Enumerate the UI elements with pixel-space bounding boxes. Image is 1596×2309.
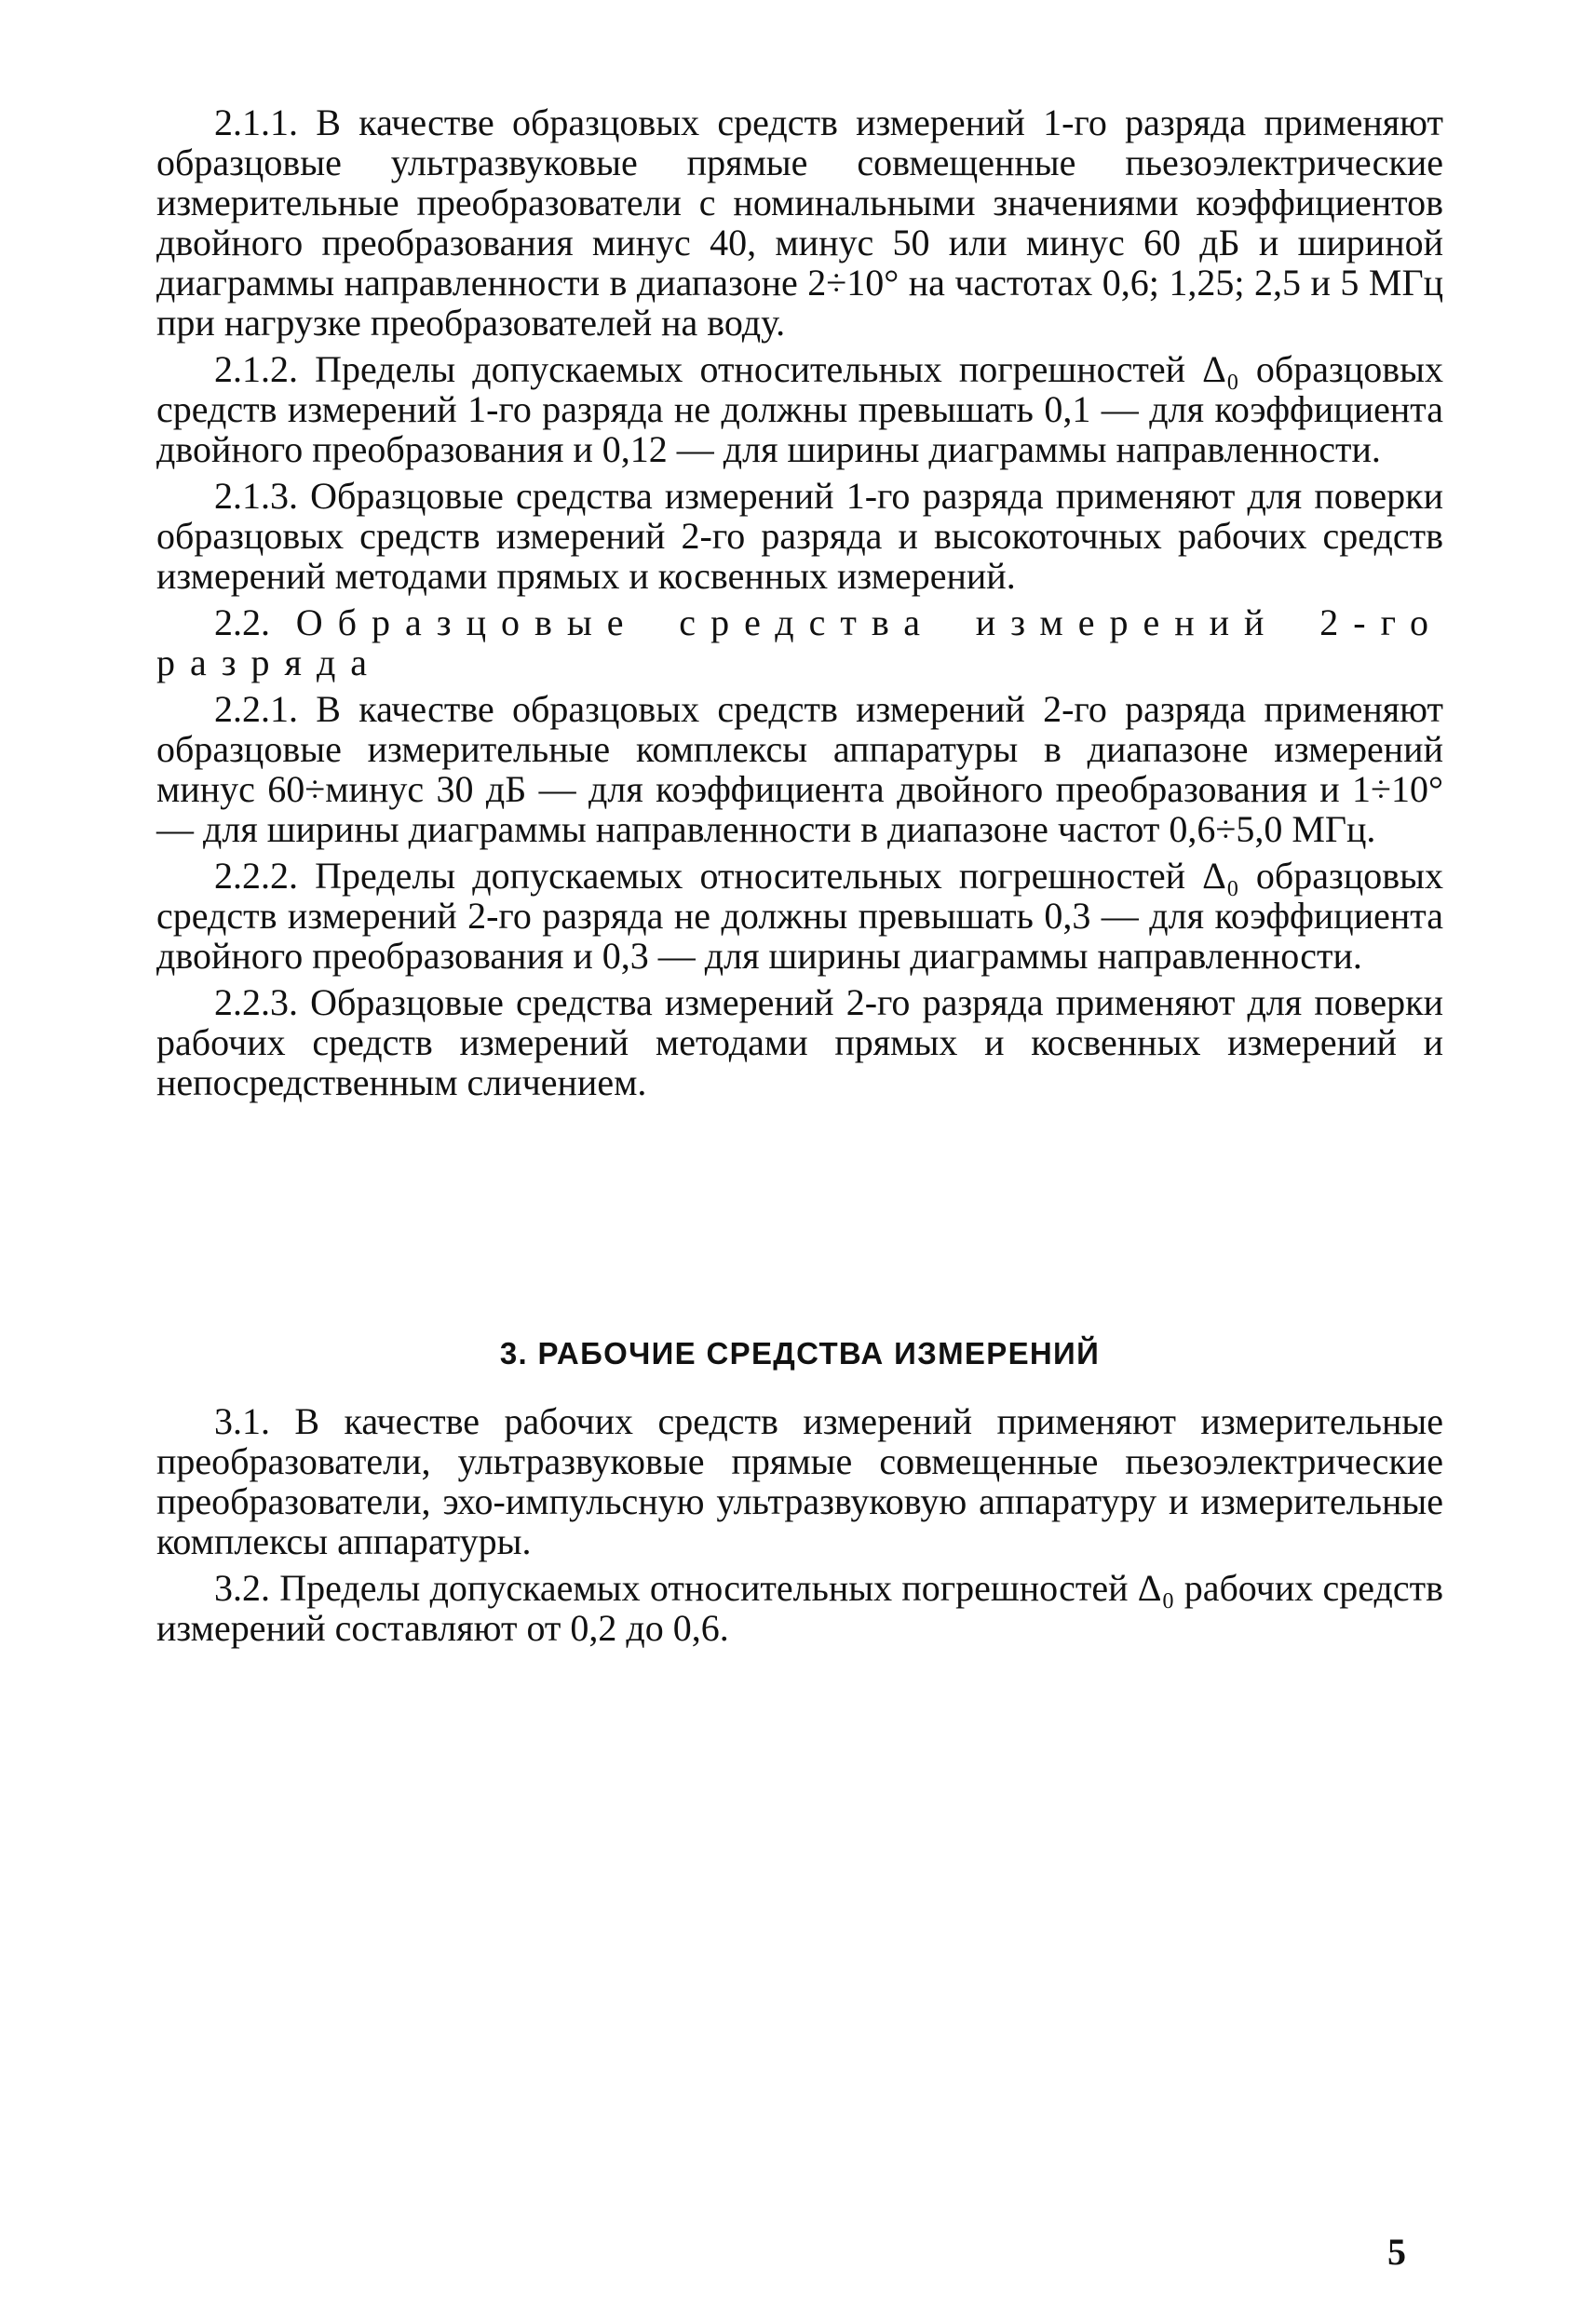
section-3-body xyxy=(156,1401,1443,1654)
paragraph-2-2-3: 2.2.3. Образцовые средства измерений 2-го разряда применяют для поверки рабочих средств измерений методами прямых и косвенных измерений и непосредственным сличением. xyxy=(156,981,1443,1103)
paragraph-2-1-2: 2.1.2. Пределы допускаемых относительных погрешностей Δ₀ образцовых средств измерений 1-го разряда не должны превышать 0,1 — для коэффициента двойного преобразования и 0,12 — для ширины диаграммы направленности. xyxy=(156,348,1443,470)
subsection-title: Образцовые средства измерений 2-го разряда xyxy=(156,601,1443,683)
paragraph-2-1-3: 2.1.3. Образцовые средства измерений 1-го разряда применяют для поверки образцовых средств измерений 2-го разряда и высокоточных рабочих средств измерений методами прямых и косвенных измерений. xyxy=(156,475,1443,597)
paragraph-3-2: 3.2. Пределы допускаемых относительных погрешностей Δ₀ рабочих средств измерений составляют от 0,2 до 0,6. xyxy=(156,1567,1443,1649)
paragraph-2-1-1: 2.1.1. В качестве образцовых средств измерений 1-го разряда применяют образцовые ультразвуковые прямые совмещенные пьезоэлектрические измерительные преобразователи с номинальными значениями коэффициентов двойного преобразования минус 40, минус 50 или минус 60 дБ и шириной диаграммы направленности в диапазоне 2÷10° на частотах 0,6; 1,25; 2,5 и 5 МГц при нагрузке преобразователей на воду. xyxy=(156,101,1443,344)
paragraph-3-1: 3.1. В качестве рабочих средств измерений применяют измерительные преобразователи, ультразвуковые прямые совмещенные пьезоэлектрические преобразователи, эхо-импульсную ультразвуковую аппаратуру и измерительные комплексы аппаратуры. xyxy=(156,1400,1443,1562)
page-number: 5 xyxy=(1387,2231,1406,2273)
paragraph-2-2-heading xyxy=(156,602,1443,682)
section-2-body xyxy=(156,102,1443,1109)
paragraph-2-2-1: 2.2.1. В качестве образцовых средств измерений 2-го разряда применяют образцовые измерительные комплексы аппаратуры в диапазоне измерений минус 60÷минус 30 дБ — для коэффициента двойного преобразования и 1÷10° — для ширины диаграммы направленности в диапазоне частот 0,6÷5,0 МГц. xyxy=(156,688,1443,850)
section-3-heading: 3. РАБОЧИЕ СРЕДСТВА ИЗМЕРЕНИЙ xyxy=(499,1336,1101,1371)
paragraph-2-2-2: 2.2.2. Пределы допускаемых относительных погрешностей Δ₀ образцовых средств измерений 2-го разряда не должны превышать 0,3 — для коэффициента двойного преобразования и 0,3 — для ширины диаграммы направленности. xyxy=(156,855,1443,977)
subsection-number: 2.2. xyxy=(214,601,270,643)
